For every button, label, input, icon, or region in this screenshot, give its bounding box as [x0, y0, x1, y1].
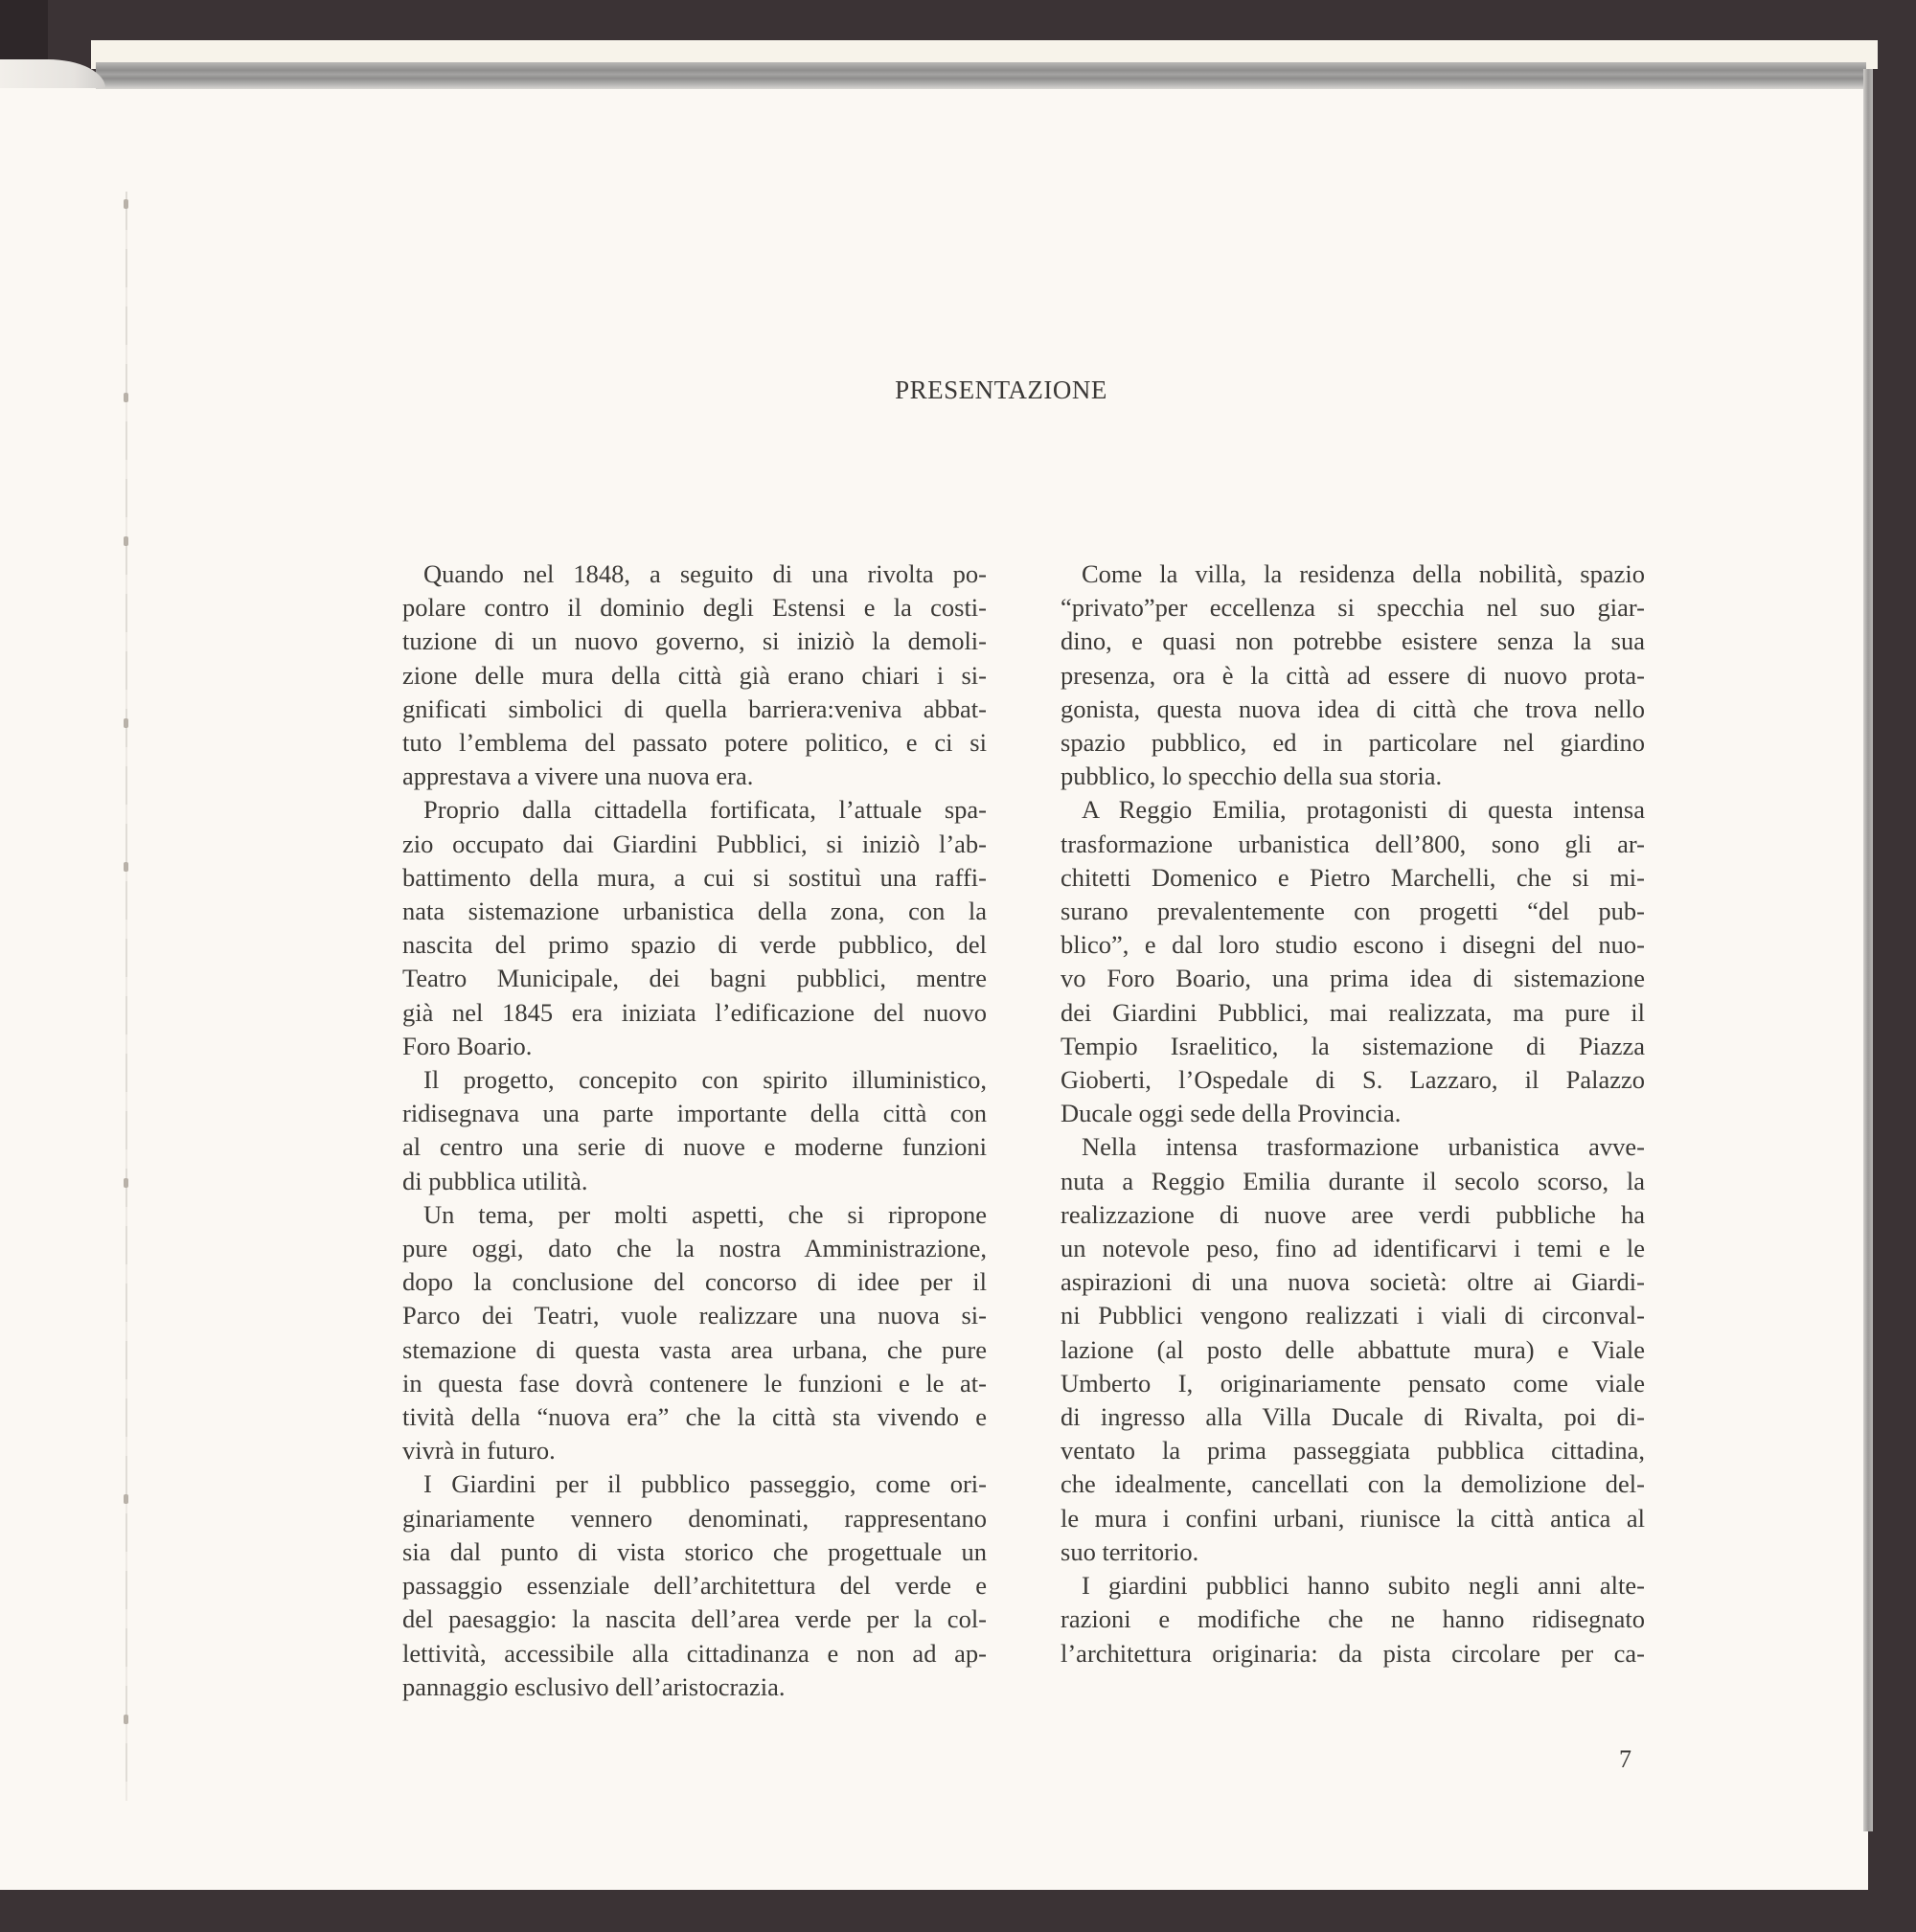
text-line: ni Pubblici vengono realizzati i viali di circonval- — [1061, 1301, 1645, 1330]
text-line: blico”, e dal loro studio escono i disegni del nuo- — [1061, 930, 1645, 960]
binding-stitch — [124, 1715, 128, 1724]
text-line: nata sistemazione urbanistica della zona, con la — [402, 897, 987, 926]
text-line: dino, e quasi non potrebbe esistere senza la sua — [1061, 626, 1645, 656]
text-line: suo territorio. — [1061, 1536, 1199, 1566]
text-line: Umberto I, originariamente pensato come viale — [1061, 1368, 1645, 1398]
text-line: gonista, questa nuova idea di città che trova nello — [1061, 693, 1645, 723]
binding-stitch — [124, 718, 128, 728]
text-line: A Reggio Emilia, protagonisti di questa intensa — [1082, 795, 1645, 825]
text-line: razioni e modifiche che ne hanno ridisegnato — [1061, 1604, 1645, 1634]
text-line: zio occupato dai Giardini Pubblici, si iniziò l’ab- — [402, 829, 987, 858]
text-line: le mura i confini urbani, riunisce la città antica al — [1061, 1503, 1645, 1533]
text-line: aspirazioni di una nuova società: oltre ai Giardi- — [1061, 1267, 1645, 1297]
text-line: lettività, accessibile alla cittadinanza e non ad ap- — [402, 1638, 987, 1668]
paragraph — [402, 1198, 987, 1468]
text-line: battimento della mura, a cui si sostituì una raffi- — [402, 862, 987, 892]
text-line: che idealmente, cancellati con la demolizione del- — [1061, 1469, 1645, 1499]
paragraph — [1061, 1130, 1645, 1569]
text-line: stemazione di questa vasta area urbana, che pure — [402, 1334, 987, 1364]
text-line: spazio pubblico, ed in particolare nel giardino — [1061, 728, 1645, 758]
text-line: vo Foro Boario, una prima idea di sistemazione — [1061, 964, 1645, 993]
paragraph — [1061, 1569, 1645, 1671]
text-line: I giardini pubblici hanno subito negli anni alte- — [1082, 1571, 1645, 1601]
text-line: Quando nel 1848, a seguito di una rivolta po- — [423, 559, 987, 588]
text-line: del paesaggio: la nascita dell’area verde per la col- — [402, 1604, 987, 1634]
page-title: PRESENTAZIONE — [895, 375, 1107, 404]
text-line: Parco dei Teatri, vuole realizzare una nuova si- — [402, 1301, 987, 1330]
text-line: “privato”per eccellenza si specchia nel suo giar- — [1061, 593, 1645, 623]
text-line: Foro Boario. — [402, 1031, 533, 1060]
text-line: passaggio essenziale dell’architettura del verde e — [402, 1571, 987, 1601]
text-column-right — [1061, 557, 1645, 1671]
text-line: tuzione di un nuovo governo, si iniziò la demoli- — [402, 626, 987, 656]
binding-gutter — [125, 192, 127, 1801]
text-line: Come la villa, la residenza della nobilità, spazio — [1082, 559, 1645, 588]
text-line: Un tema, per molti aspetti, che si ripropone — [423, 1199, 987, 1229]
text-line: sia dal punto di vista storico che progettuale un — [402, 1536, 987, 1566]
text-line: al centro una serie di nuove e moderne funzioni — [402, 1132, 987, 1162]
text-line: Il progetto, concepito con spirito illuministico, — [423, 1065, 987, 1095]
paragraph — [402, 557, 987, 793]
text-line: trasformazione urbanistica dell’800, sono gli ar- — [1061, 829, 1645, 858]
text-line: pure oggi, dato che la nostra Amministrazione, — [402, 1234, 987, 1263]
text-line: zione delle mura della città già erano chiari i si- — [402, 660, 987, 690]
text-line: ventato la prima passeggiata pubblica cittadina, — [1061, 1436, 1645, 1466]
paragraph — [1061, 557, 1645, 793]
text-line: lazione (al posto delle abbattute mura) e Viale — [1061, 1334, 1645, 1364]
text-line: l’architettura originaria: da pista circolare per ca- — [1061, 1638, 1645, 1668]
text-line: di ingresso alla Villa Ducale di Rivalta, poi di- — [1061, 1402, 1645, 1432]
text-line: dopo la conclusione del concorso di idee per il — [402, 1267, 987, 1297]
binding-stitch — [124, 536, 128, 546]
text-line: Teatro Municipale, dei bagni pubblici, mentre — [402, 964, 987, 993]
text-line: polare contro il dominio degli Estensi e la costi- — [402, 593, 987, 623]
text-line: Gioberti, l’Ospedale di S. Lazzaro, il Palazzo — [1061, 1065, 1645, 1095]
text-line: tività della “nuova era” che la città sta vivendo e — [402, 1402, 987, 1432]
text-line: vivrà in futuro. — [402, 1436, 556, 1466]
page-stack-right-edge — [1863, 69, 1873, 1831]
text-line: Tempio Israelitico, la sistemazione di Piazza — [1061, 1031, 1645, 1060]
text-line: già nel 1845 era iniziata l’edificazione del nuovo — [402, 997, 987, 1027]
text-line: di pubblica utilità. — [402, 1166, 588, 1195]
text-line: chitetti Domenico e Pietro Marchelli, che si mi- — [1061, 862, 1645, 892]
binding-stitch — [124, 1494, 128, 1504]
paragraph — [402, 793, 987, 1063]
text-line: realizzazione di nuove aree verdi pubbliche ha — [1061, 1199, 1645, 1229]
text-line: gnificati simbolici di quella barriera:veniva abbat- — [402, 693, 987, 723]
text-line: ridisegnava una parte importante della città con — [402, 1099, 987, 1128]
page-stack-edges — [96, 62, 1866, 89]
text-line: apprestava a vivere una nuova era. — [402, 761, 754, 791]
text-column-left — [402, 557, 987, 1704]
text-line: surano prevalentemente con progetti “del pub- — [1061, 897, 1645, 926]
paragraph — [1061, 793, 1645, 1130]
text-line: Ducale oggi sede della Provincia. — [1061, 1099, 1402, 1128]
text-line: nascita del primo spazio di verde pubblico, del — [402, 930, 987, 960]
text-line: in questa fase dovrà contenere le funzioni e le at- — [402, 1368, 987, 1398]
text-line: tuto l’emblema del passato potere politico, e ci si — [402, 728, 987, 758]
text-line: un notevole peso, fino ad identificarvi i temi e le — [1061, 1234, 1645, 1263]
text-line: Proprio dalla cittadella fortificata, l’attuale spa- — [423, 795, 987, 825]
text-line: pannaggio esclusivo dell’aristocrazia. — [402, 1671, 786, 1701]
text-line: presenza, ora è la città ad essere di nuovo prota- — [1061, 660, 1645, 690]
page-number: 7 — [1619, 1745, 1631, 1773]
text-line: Nella intensa trasformazione urbanistica avve- — [1082, 1132, 1645, 1162]
binding-stitch — [124, 1178, 128, 1188]
text-line: nuta a Reggio Emilia durante il secolo scorso, la — [1061, 1166, 1645, 1195]
text-line: dei Giardini Pubblici, mai realizzata, ma pure il — [1061, 997, 1645, 1027]
paragraph — [402, 1467, 987, 1703]
text-line: pubblico, lo specchio della sua storia. — [1061, 761, 1443, 791]
text-line: ginariamente vennero denominati, rappresentano — [402, 1503, 987, 1533]
paragraph — [402, 1063, 987, 1198]
binding-stitch — [124, 199, 128, 209]
binding-stitch — [124, 862, 128, 872]
text-line: I Giardini per il pubblico passeggio, come ori- — [423, 1469, 987, 1499]
